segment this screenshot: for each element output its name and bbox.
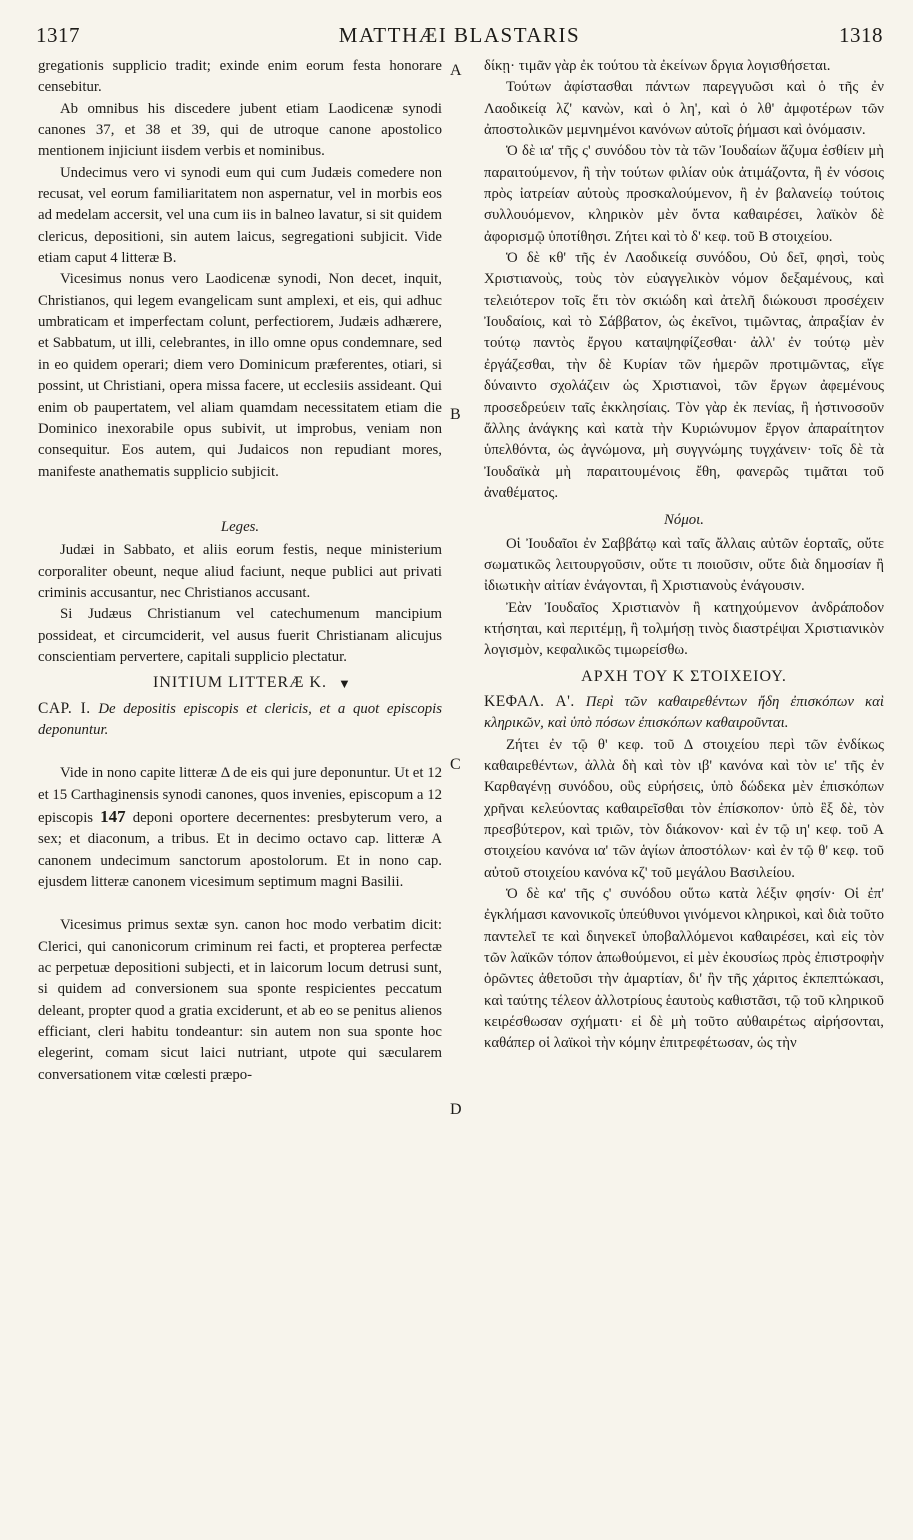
page-number-right: 1318 — [838, 23, 883, 47]
latin-paragraph: Ab omnibus his discedere jubent etiam Laodicenæ synodi canones 37, et 38 et 39, qui de utroque canone apostolico mentionem injiciunt iisdem verbis et nominibus. — [38, 100, 442, 160]
chapter-heading — [38, 698, 442, 742]
latin-paragraph: Vicesimus nonus vero Laodicenæ synodi, Non decet, inquit, Christianos, qui legem evangelicam sunt amplexi, et eis, qui adhuc umbraticam et imperfectam colunt, perfectiorem, Judæis adhærere, et Sabbatum, ut illi, celebrantes, in illo omne opus condemnare, sed in eo quidem operari; diem vero Dominicum præferentes, otiari, si possint, ut Christiani, opera missa facere, ut ecclesiis assideant. Qui enim ob paupertatem, vel aliam quamdam necessitatem etiam die Dominico inexorabile opus subivit, ut improbus, veniam non consequitur. Eos autem, qui Judaicos non repudiant mores, manifeste anathematis supplicio subjicit. — [38, 271, 442, 480]
margin-marker-a: A — [450, 62, 462, 79]
greek-paragraph: Οἱ Ἰουδαῖοι ἐν Σαββάτῳ καὶ ταῖς ἄλλαις αὐτῶν ἑορταῖς, οὔτε σωματικῶς λειτουργοῦσιν, οὔτε τι ποιοῦσιν, οὔτε διὰ δημοσίαν ἢ ἰδιωτικὴν αἰτίαν ἐνάγονται, ἢ Χριστιανοὺς ἐνάγουσιν. — [484, 535, 884, 595]
latin-text: deponi oportere decernentes: presbyterum vero, a sex; et diaconum, a tribus. Et in decimo octavo cap. litteræ A canonem undecimum sanctorum apostolorum. Et in nono cap. ejusdem litteræ canonem vicesimum septimum magni Basilii. — [38, 810, 442, 891]
section-heading-leges: Leges. — [220, 518, 260, 535]
greek-paragraph: Ὁ δὲ κθ' τῆς ἐν Λαοδικείᾳ συνόδου, Οὐ δεῖ, φησὶ, τοὺς Χριστιανοὺς, τοὺς τὸν εὐαγγελικὸν νόμον δεξαμένους, καὶ τελειότερον τοῖς ἔτι τὸν σκιώδη καὶ ἀτελῆ διώκουσι προσέχειν Ἰουδαίοις, καὶ τὸ Σάββατον, ὡς ἐκεῖνοι, τιμῶντας, ἀπραξίαν ἐν τούτῳ παντὸς ἔργου καταψηφίζεσθαι· ἀλλ' ἐν τούτῳ μὲν ἐργάζεσθαι, τὴν δὲ Κυρίαν τῶν ἡμερῶν προτιμῶντας, εἴγε δύναιντο σχολάζειν ὡς Χριστιανοὶ, τῶν ἔργων ἀφεμένους προσεδρεύειν ταῖς ἐκκλησίαις. Τὸν γὰρ ἐκ πενίας, ἢ ἡστινοσοῦν ἄλλης ἀνάγκης καὶ κατὰ τὴν Κυριώνυμον ἔργον ἀπαραίτητον ὑπελθόντα, ὡς ἀγνώμονα, μὴ συγγνώμης τυγχάνειν· τοῖς δὲ τὰ Ἰουδαϊκὰ μὴ παραιτουμένοις ἔθη, φανερῶς τιμᾶται τοῦ ἀναθέματος. — [484, 250, 884, 501]
margin-marker-c: C — [450, 756, 461, 773]
greek-paragraph: Ζήτει ἐν τῷ θ' κεφ. τοῦ Δ στοιχείου περὶ τῶν ἐνδίκως καθαιρεθέντων, ἀλλὰ δὴ καὶ τὸν ιβ' κανόνα καὶ τὸν ιε' τῆς ἐν Καρθαγένῃ συνόδου, οὓς εὑρήσεις, ὑπὸ δώδεκα μὲν ἐπισκόπων χρῆναι κελεύοντας καθαιρεῖσθαι τὸν ἐπίσκοπον· ὑπὸ ἓξ δὲ, τὸν πρεσβύτερον, καὶ τριῶν, τὸν διάκονον· καὶ ἐν τῷ ιη' κεφ. τοῦ Α στοιχείου κανόνα ια' τῶν ἁγίων ἀποστόλων· καὶ ἐν τῷ θ' κεφ. τοῦ αὐτοῦ στοιχείου κανόνα κζ' τοῦ μεγάλου Βασιλείου. — [484, 736, 884, 881]
page-number-left: 1317 — [36, 23, 80, 47]
margin-marker-b: B — [450, 406, 461, 423]
latin-paragraph: Undecimus vero vi synodi eum qui cum Judæis comedere non recusat, vel eorum familiaritatem non aspernatur, vel in morbis eos ad medelam accersit, vel una cum iis in balneo lavatur, si sit quidem clericus, depositioni, sin autem laicus, segregationi subjicit. Vide etiam caput 4 litteræ B. — [38, 164, 442, 267]
running-title: MATTHÆI BLASTARIS — [338, 23, 581, 47]
latin-paragraph: Si Judæus Christianum vel catechumenum mancipium possideat, et circumciderit, vel ausus fuerit Christianam alicujus conscientiam pervertere, capitali supplicio plectatur. — [38, 606, 442, 665]
chapter-title: De depositis episcopis et clericis, et a quot episcopis deponuntur. — [38, 700, 442, 738]
latin-paragraph: Judæi in Sabbato, et aliis eorum festis, neque ministerium corporaliter obeunt, neque aliud faciunt, neque publici aut privati criminis accusantur, nec Christianos accusant. — [38, 542, 442, 601]
latin-paragraph: gregationis supplicio tradit; exinde enim eorum festa honorare censebitur. — [38, 58, 442, 96]
section-heading-initium: INITIUM LITTERÆ K. — [153, 674, 327, 692]
margin-marker-d: D — [450, 1101, 462, 1118]
latin-paragraph: Vicesimus primus sextæ syn. canon hoc modo verbatim dicit: Clerici, qui canonicorum criminum rei facti, et propterea perfectæ ac perpetuæ depositioni subjecti, et in laicorum locum detrusi sunt, si quidem ad conversionem sua sponte respicientes peccatum deleant, propter quod a gratia exciderunt, et ab eo se penitus alienos efficiant, cleri habitu tondeantur: sin autem non sua sponte hoc elegerint, comam sicut laici nutriant, utpote qui sæcularem conversationem vitæ cœlesti præpo- — [38, 917, 442, 1083]
running-header — [36, 6, 883, 48]
latin-text: Vide in nono capite litteræ Δ de eis qui jure deponuntur. Ut et 12 et 15 Carthaginensis synodi canones, quos invenies, episcopum a 12 episcopis — [38, 765, 442, 826]
greek-paragraph: Τούτων ἀφίστασθαι πάντων παρεγγυῶσι καὶ ὁ τῆς ἐν Λαοδικείᾳ λζ' κανὼν, καὶ ὁ λη', καὶ ὁ λθ' ἀμφοτέρων τῶν ἀποστολικῶν μεμνημένοι κανόνων αὐτοῖς ῥήμασι καὶ ὀνόμασιν. — [484, 79, 884, 139]
greek-paragraph: δίκῃ· τιμᾶν γὰρ ἐκ τούτου τὰ ἐκείνων δργια λογισθήσεται. — [484, 58, 831, 74]
chapter-title: Περὶ τῶν καθαιρεθέντων ἤδη ἐπισκόπων καὶ κληρικῶν, καὶ ὑπὸ πόσων ἐπισκόπων καθαιροῦνται. — [484, 693, 884, 732]
greek-paragraph: Ὁ δὲ κα' τῆς ς' συνόδου οὕτω κατὰ λέξιν φησίν· Οἱ ἐπ' ἐγκλήμασι κανονικοῖς ὑπεύθυνοι γινόμενοι κληρικοὶ, καὶ διὰ τοῦτο παντελεῖ τε καὶ διηνεκεῖ ὑποβαλλόμενοι καθαιρέσει, καὶ εἰς τὸν τῶν λαϊκῶν τόπον ἀπωθούμενοι, εἰ μὲν ἐκουσίως πρὸς ἐπιστροφὴν ὁρῶντες ἀθετοῦσι τὴν ἁμαρτίαν, δι' ἣν τῆς χάριτος ἐκπεπτώκασι, καὶ ταύτης τέλεον ἀλλοτρίους ἑαυτοὺς καθιστᾶσι, τῷ τοῦ κληρικοῦ κειρέσθωσαν σχήματι· εἰ δὲ μὴ τοῦτο αὐθαιρέτως αἱρήσονται, καθάπερ οἱ λαϊκοὶ τὴν κόμην ἐπιτρεφέτωσαν, ὡς τὴν — [484, 886, 884, 1052]
section-heading-nomoi: Νόμοι. — [664, 512, 704, 529]
greek-paragraph: Ἐὰν Ἰουδαῖος Χριστιανὸν ἢ κατηχούμενον ἀνδράποδον κτήσηται, καὶ περιτέμῃ, ἢ τολμήσῃ τινὸς διαστρέψαι Χριστιανικὸν λογισμὸν, κεφαλικῶς τιμωρείσθω. — [484, 599, 884, 659]
chapter-label: CAP. I. — [38, 699, 91, 717]
column-number: 147 — [100, 807, 126, 826]
chapter-label: ΚΕΦΑΛ. Α'. — [484, 692, 575, 710]
latin-column — [38, 56, 442, 1086]
greek-column — [484, 56, 884, 1055]
ornament-mark: ▼ — [338, 676, 351, 691]
greek-paragraph: Ὁ δὲ ια' τῆς ς' συνόδου τὸν τὰ τῶν Ἰουδαίων ἄζυμα ἐσθίειν μὴ παραιτούμενον, ἢ τὴν τούτων φιλίαν οὐκ ἀτιμάζοντα, ἢ ἐν νόσοις πρὸς ἰατρείαν αὐτοὺς προσκαλούμενον, ἢ ἐν βαλανείῳ τούτοις συλλουόμενον, κληρικὸν μὲν ὄντα καθαιρέσει, λαϊκὸν δὲ ἀφορισμῷ ὑποτίθησι. Ζήτει καὶ τὸ δ' κεφ. τοῦ Β στοιχείου. — [484, 143, 884, 245]
chapter-heading — [484, 691, 884, 735]
latin-paragraph — [38, 763, 442, 893]
section-heading-arche: ΑΡΧΗ ΤΟΥ Κ ΣΤΟΙΧΕΙΟΥ. — [581, 667, 787, 685]
